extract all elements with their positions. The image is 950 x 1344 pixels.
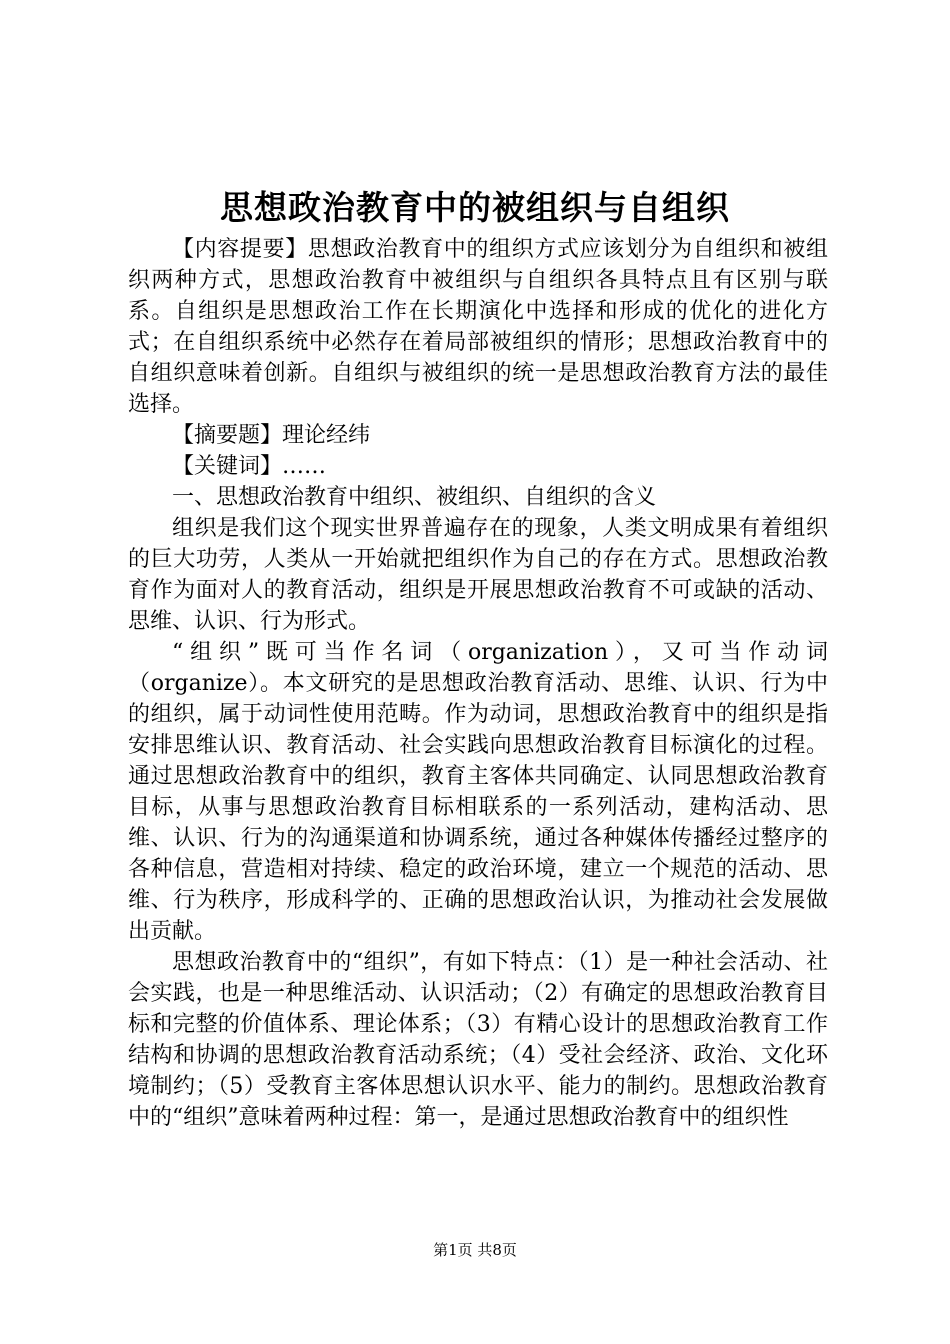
- body-paragraph: 思想政治教育中的“组织”，有如下特点：（1）是一种社会活动、社会实践，也是一种思维活动、认识活动；（2）有确定的思想政治教育目标和完整的价值体系、理论体系；（3）有精心设计的思想政治教育工作结构和协调的思想政治教育活动系统；（4）受社会经济、政治、文化环境制约；（5）受教育主客体思想认识水平、能力的制约。思想政治教育中的“组织”意味着两种过程：第一，是通过思想政治教育中的组织性: [128, 950, 828, 1130]
- abstract-paragraph: 【内容提要】思想政治教育中的组织方式应该划分为自组织和被组织两种方式，思想政治教育中被组织与自组织各具特点且有区别与联系。自组织是思想政治工作在长期演化中选择和形成的优化的进化方式；在自组织系统中必然存在着局部被组织的情形；思想政治教育中的自组织意味着创新。自组织与被组织的统一是思想政治教育方法的最佳选择。: [128, 237, 828, 417]
- page-number-footer: 第1页 共8页: [433, 1241, 517, 1259]
- body-paragraph: “组织”既可当作名词（organization），又可当作动词（organize）。本文研究的是思想政治教育活动、思维、认识、行为中的组织，属于动词性使用范畴。作为动词，思想政治教育中的组织是指安排思维认识、教育活动、社会实践向思想政治教育目标演化的过程。通过思想政治教育中的组织，教育主客体共同确定、认同思想政治教育目标，从事与思想政治教育目标相联系的一系列活动，建构活动、思维、认识、行为的沟通渠道和协调系统，通过各种媒体传播经过整序的各种信息，营造相对持续、稳定的政治环境，建立一个规范的活动、思维、行为秩序，形成科学的、正确的思想政治认识，为推动社会发展做出贡献。: [128, 640, 828, 944]
- section-heading: 一、思想政治教育中组织、被组织、自组织的含义: [172, 485, 657, 510]
- document-title: 思想政治教育中的被组织与自组织: [220, 188, 730, 227]
- document-body: [128, 234, 828, 1133]
- keywords-line: 【关键词】……: [172, 454, 327, 479]
- body-paragraph: 组织是我们这个现实世界普遍存在的现象，人类文明成果有着组织的巨大功劳，人类从一开始就把组织作为自己的存在方式。思想政治教育作为面对人的教育活动，组织是开展思想政治教育不可或缺的活动、思维、认识、行为形式。: [128, 516, 828, 634]
- subject-heading-line: 【摘要题】理论经纬: [172, 423, 371, 448]
